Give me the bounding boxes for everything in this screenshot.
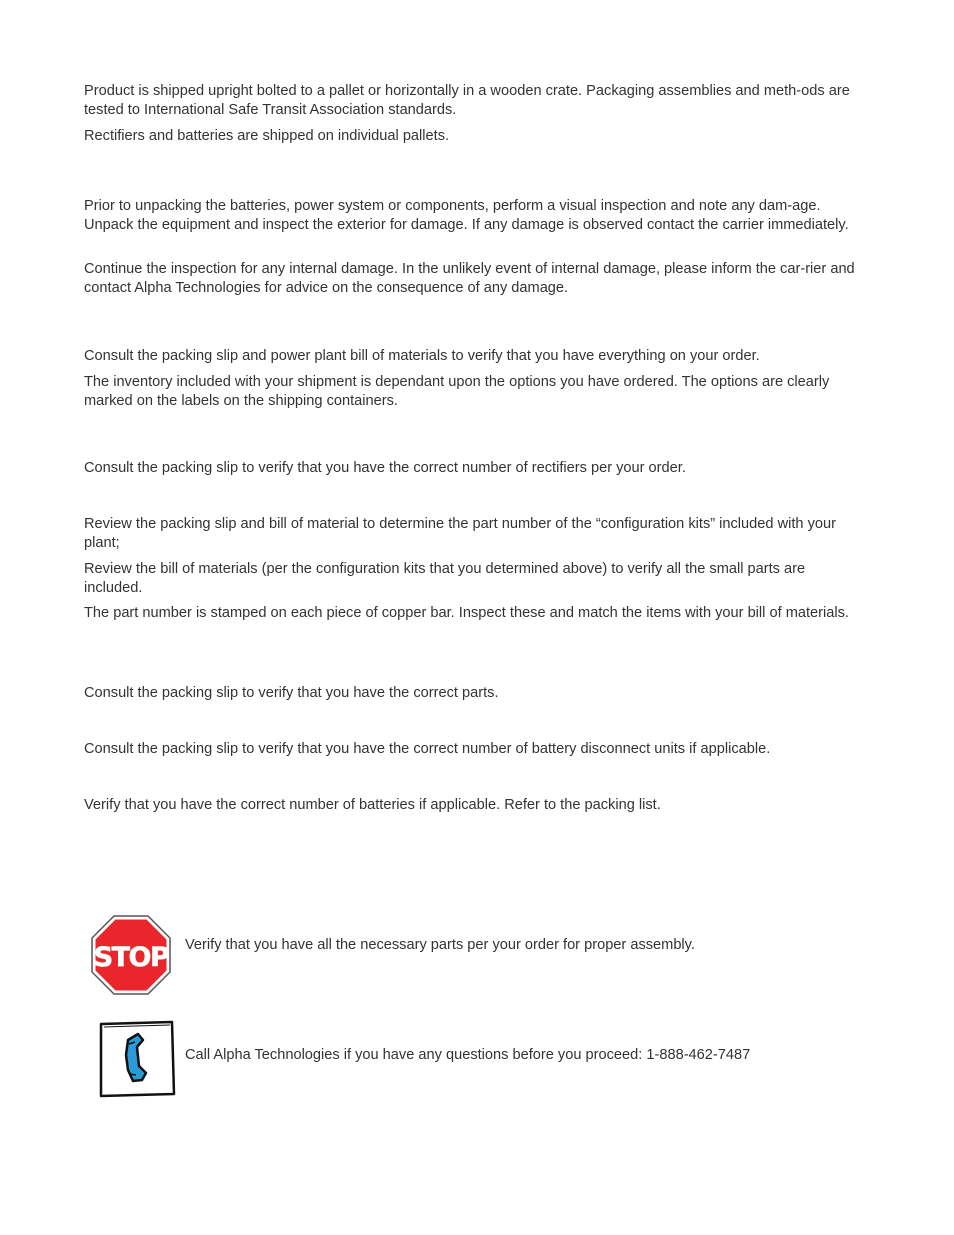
stop-note-text: Verify that you have all the necessary parts per your order for proper assembly. (185, 937, 695, 953)
rectifiers-paragraph: Consult the packing slip to verify that you have the correct number of rectifiers per your order. (84, 460, 686, 476)
config-kits-paragraph-3: The part number is stamped on each piece of copper bar. Inspect these and match the items with your bill of materials. (84, 605, 849, 621)
telephone-icon (98, 1020, 178, 1100)
config-kits-paragraph-1: Review the packing slip and bill of material to determine the part number of the “configuration kits” included with your plant; (84, 516, 836, 551)
inspection-paragraph-2: Continue the inspection for any internal damage. In the unlikely event of internal damage, please inform the car-rier and contact Alpha Technologies for advice on the consequence of any damage. (84, 261, 855, 296)
batteries-paragraph: Verify that you have the correct number of batteries if applicable. Refer to the packing list. (84, 797, 661, 813)
config-kits-paragraph-2: Review the bill of materials (per the configuration kits that you determined above) to verify all the small parts are included. (84, 561, 806, 596)
inventory-paragraph-1: Consult the packing slip and power plant bill of materials to verify that you have everything on your order. (84, 348, 760, 364)
stop-sign-icon (90, 914, 172, 996)
parts-paragraph: Consult the packing slip to verify that you have the correct parts. (84, 685, 499, 701)
phone-note-text: Call Alpha Technologies if you have any questions before you proceed: 1-888-462-7487 (185, 1047, 751, 1063)
stop-sign-text: STOP (93, 942, 169, 973)
shipping-paragraph-1: Product is shipped upright bolted to a pallet or horizontally in a wooden crate. Packaging assemblies and meth-ods are tested to International Safe Transit Association standards. (84, 83, 850, 118)
inventory-paragraph-2: The inventory included with your shipment is dependant upon the options you have ordered. The options are clearly marked on the labels on the shipping containers. (84, 374, 830, 409)
shipping-paragraph-2: Rectifiers and batteries are shipped on individual pallets. (84, 128, 450, 144)
battery-disconnect-paragraph: Consult the packing slip to verify that you have the correct number of battery disconnect units if applicable. (84, 741, 771, 757)
inspection-paragraph-1: Prior to unpacking the batteries, power system or components, perform a visual inspection and note any dam-age. Unpack the equipment and inspect the exterior for damage. If any damage is observed contact the carrier immediately. (84, 198, 849, 233)
